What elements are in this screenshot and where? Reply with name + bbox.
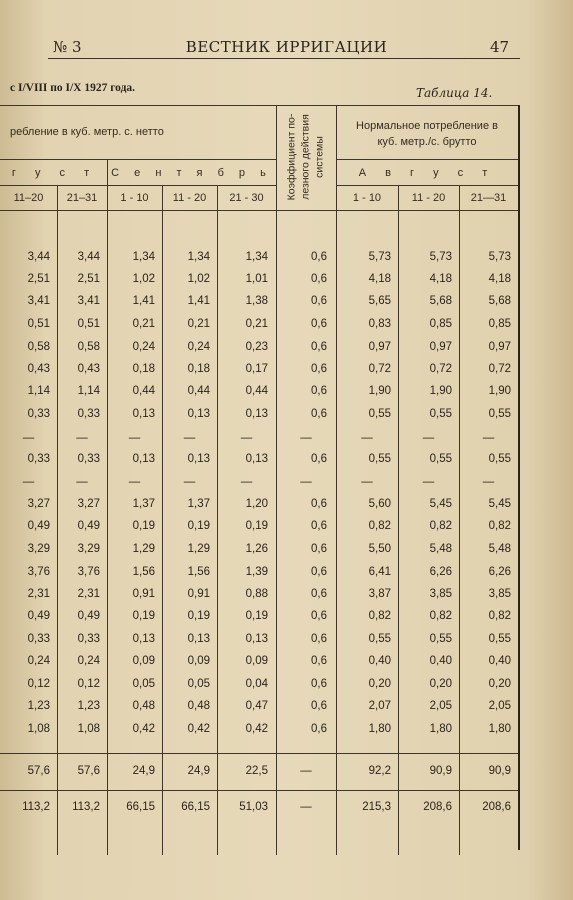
coef-line-1: Коэффициент по- [285,113,298,201]
subtotal-cell: 57,6 [77,765,100,777]
table-row-cell: 0,55 [488,453,511,465]
table-row-cell: 1,29 [132,543,155,555]
table-row-cell: 0,20 [488,678,511,690]
table-row-cell: 0,42 [245,723,268,735]
table-row-cell: — [128,476,141,488]
table-row-cell: 1,23 [77,700,100,712]
table-row-cell: 1,38 [245,295,268,307]
table-row-cell: 0,6 [311,385,327,397]
table-label: Таблица 14. [416,86,493,100]
table-row-cell: 1,41 [132,295,155,307]
table-row-cell: — [76,432,88,444]
table-row-cell: 0,82 [368,520,391,532]
table-row-cell: 0,09 [187,655,210,667]
table-row-cell: 0,48 [187,700,210,712]
table-row-cell: — [240,432,253,444]
total-cell: 215,3 [362,801,391,813]
table-row-cell: 6,41 [368,566,391,578]
table-row-cell: 0,6 [311,251,327,263]
table-row-cell: 0,72 [429,363,452,375]
table-row-cell: 3,76 [27,566,50,578]
table-row-cell: — [240,476,253,488]
table-row-cell: 2,31 [27,588,50,600]
table-row-cell: 0,24 [132,341,155,353]
table-row-cell: 0,97 [368,341,391,353]
table-row-cell: 0,24 [77,655,100,667]
table-row-cell: 0,43 [77,363,100,375]
table-row-cell: 0,6 [311,588,327,600]
total-cell: 66,15 [181,801,210,813]
total-cell: — [300,801,312,813]
sub-col-1: 11–20 [13,192,44,204]
table-row-cell: 5,50 [368,543,391,555]
table-row-cell: 0,21 [245,318,268,330]
table-row-cell: 0,58 [27,341,50,353]
table-row-cell: 0,82 [429,520,452,532]
month-august-partial: г у с т [11,167,98,179]
table-row-cell: 0,40 [429,655,452,667]
table-row-cell: 0,55 [368,633,391,645]
table-row-cell: 1,20 [245,498,268,510]
table-row-cell: — [482,476,495,488]
table-row-cell: 1,90 [429,385,452,397]
table-row-cell: 0,6 [311,341,327,353]
table-row-cell: 5,68 [429,295,452,307]
table-row-cell: 1,37 [132,498,155,510]
table-row-cell: 0,44 [132,385,155,397]
table-row-cell: 0,17 [245,363,268,375]
table-row-cell: 1,26 [245,543,268,555]
table-row-cell: 0,6 [311,678,327,690]
rule-top [0,105,520,106]
table-row-cell: 3,41 [27,295,50,307]
table-row-cell: 1,56 [187,566,210,578]
table-row-cell: 0,44 [245,385,268,397]
table-row-cell: 0,42 [187,723,210,735]
table-row-cell: 4,18 [429,273,452,285]
table-row-cell: 0,24 [27,655,50,667]
table-row-cell: 5,45 [488,498,511,510]
table-row-cell: 0,58 [77,341,100,353]
table-row-cell: 0,55 [429,408,452,420]
table-row-cell: 3,29 [77,543,100,555]
rule-month [0,159,276,160]
header-rule [48,58,520,59]
subtotal-cell: 24,9 [187,765,210,777]
table-row-cell: 0,12 [77,678,100,690]
table-row-cell: 1,14 [77,385,100,397]
table-row-cell: 0,49 [77,610,100,622]
table-row-cell: 0,13 [187,408,210,420]
table-row-cell: 0,04 [245,678,268,690]
table-row-cell: 0,88 [245,588,268,600]
table-row-cell: 6,26 [429,566,452,578]
table-row-cell: 1,02 [132,273,155,285]
table-row-cell: 5,73 [368,251,391,263]
group-gross-header-2: куб. метр./с. брутто [377,136,477,148]
table-row-cell: 5,73 [488,251,511,263]
table-row-cell: 0,82 [488,610,511,622]
table-row-cell: 1,34 [132,251,155,263]
subtotal-cell: 90,9 [488,765,511,777]
table-row-cell: 5,60 [368,498,391,510]
table-row-cell: 0,33 [27,408,50,420]
table-row-cell: 0,6 [311,566,327,578]
sub-col-4: 11 - 20 [172,192,207,204]
table-row-cell: 0,55 [429,633,452,645]
table-row-cell: 2,05 [429,700,452,712]
sub-col-8: 21—31 [470,192,507,204]
table-row-cell: 3,29 [27,543,50,555]
table-row-cell: 0,83 [368,318,391,330]
table-row-cell: 0,6 [311,408,327,420]
table-row-cell: 1,80 [488,723,511,735]
table-row-cell: 0,82 [488,520,511,532]
table-row-cell: 3,85 [429,588,452,600]
sub-col-2: 21–31 [66,192,98,204]
table-row-cell: 0,19 [187,520,210,532]
table-row-cell: — [300,476,312,488]
journal-title: ВЕСТНИК ИРРИГАЦИИ [185,38,388,56]
table-row-cell: 4,18 [368,273,391,285]
table-row-cell: — [183,476,196,488]
sub-col-3: 1 - 10 [120,192,149,204]
table-row-cell: 0,6 [311,273,327,285]
table-row-cell: 1,90 [368,385,391,397]
table-row-cell: 0,6 [311,543,327,555]
sub-col-5: 21 - 30 [229,192,264,204]
table-row-cell: 0,49 [27,520,50,532]
table-row-cell: 0,19 [132,520,155,532]
table-row-cell: 0,09 [132,655,155,667]
table-row-cell: 0,6 [311,655,327,667]
table-row-cell: 0,40 [368,655,391,667]
month-august: А в г у с т [358,167,496,179]
table-row-cell: 1,37 [187,498,210,510]
table-row-cell: 1,80 [429,723,452,735]
table-row-cell: 0,12 [27,678,50,690]
table-row-cell: — [361,432,373,444]
table-row-cell: 1,23 [27,700,50,712]
table-row-cell: 0,18 [132,363,155,375]
month-september: С е н т я б р ь [111,167,272,179]
table-row-cell: 0,21 [187,318,210,330]
table-row-cell: 0,09 [245,655,268,667]
table-row-cell: 2,51 [77,273,100,285]
table-row-cell: 0,20 [429,678,452,690]
table-row-cell: 5,68 [488,295,511,307]
table-row-cell: 3,44 [77,251,100,263]
table-row-cell: 0,82 [429,610,452,622]
subtotal-cell: 92,2 [368,765,391,777]
table-row-cell: 0,6 [311,520,327,532]
table-row-cell: 2,31 [77,588,100,600]
table-row-cell: 0,91 [187,588,210,600]
issue-number: № 3 [53,38,82,56]
table-row-cell: 0,20 [368,678,391,690]
total-cell: 113,2 [22,801,50,813]
table-row-cell: — [482,432,495,444]
table-row-cell: 1,34 [245,251,268,263]
table-row-cell: 0,19 [245,520,268,532]
table-row-cell: 0,33 [77,633,100,645]
table-row-cell: 0,13 [245,633,268,645]
table-row-cell: 0,33 [77,408,100,420]
table-row-cell: — [76,476,88,488]
table-row-cell: 0,82 [368,610,391,622]
rule-sub [0,185,276,186]
table-row-cell: 0,6 [311,498,327,510]
table-row-cell: 0,48 [132,700,155,712]
table-row-cell: 0,33 [77,453,100,465]
page-number: 47 [490,38,510,56]
sub-col-6: 1 - 10 [352,192,382,204]
table-row-cell: 0,05 [132,678,155,690]
table-row-cell: 5,65 [368,295,391,307]
table-row-cell: 0,19 [132,610,155,622]
table-row-cell: 5,48 [429,543,452,555]
period-caption: с I/VIII по I/X 1927 года. [10,82,136,94]
table-row-cell: 1,29 [187,543,210,555]
rule-head-bottom [0,210,520,211]
table-row-cell: 0,49 [27,610,50,622]
table-row-cell: 6,26 [488,566,511,578]
table-row-cell: 0,97 [429,341,452,353]
table-row-cell: 0,23 [245,341,268,353]
running-header [0,38,573,60]
table-row-cell: 0,6 [311,453,327,465]
table-row-cell: 5,45 [429,498,452,510]
table-row-cell: 1,39 [245,566,268,578]
table-row-cell: 1,08 [27,723,50,735]
table-row-cell: 1,90 [488,385,511,397]
subtotal-cell: 90,9 [429,765,452,777]
table-row-cell: 0,43 [27,363,50,375]
subtotal-cell: 22,5 [245,765,268,777]
coef-line-2: лезного действия [299,114,312,200]
sub-col-7: 11 - 20 [411,192,446,204]
table-row-cell: — [128,432,141,444]
subtotal-cell: 57,6 [27,765,50,777]
table-row-cell: 0,6 [311,723,327,735]
table-row-cell: — [422,432,435,444]
group-gross-header-1: Нормальное потребление в [356,120,498,132]
table-row-cell: 0,55 [368,408,391,420]
table-row-cell: 0,6 [311,610,327,622]
table-row-cell: 0,18 [187,363,210,375]
table-row-cell: — [183,432,196,444]
total-cell: 208,6 [423,801,452,813]
total-cell: 66,15 [126,801,155,813]
table-row-cell: 0,13 [132,453,155,465]
table-row-cell: 3,41 [77,295,100,307]
table-row-cell: 1,34 [187,251,210,263]
table-row-cell: 1,80 [368,723,391,735]
table-row-cell: 0,51 [27,318,50,330]
table-row-cell: 0,33 [27,453,50,465]
table-row-cell: 2,51 [27,273,50,285]
table-row-cell: 3,76 [77,566,100,578]
total-cell: 208,6 [482,801,511,813]
group-net-header: ребление в куб. метр. с. нетто [10,126,164,138]
table-row-cell: 0,49 [77,520,100,532]
table-row-cell: 0,85 [429,318,452,330]
table-row-cell: 0,6 [311,295,327,307]
table-row-cell: — [22,476,35,488]
rule-sub-right [336,185,518,186]
table-row-cell: 3,85 [488,588,511,600]
table-row-cell: 0,13 [245,408,268,420]
table-row-cell: 0,55 [488,408,511,420]
table-row-cell: 1,56 [132,566,155,578]
subtotal-cell: — [300,765,312,777]
table-row-cell: 1,01 [245,273,268,285]
table-row-cell: 0,6 [311,633,327,645]
rule-subtotal-top [0,753,520,754]
table-row-cell: 3,44 [27,251,50,263]
total-cell: 113,2 [72,801,100,813]
table-row-cell: — [361,476,373,488]
table-row-cell: 5,73 [429,251,452,263]
consumption-table [0,104,573,854]
table-row-cell: 0,91 [132,588,155,600]
table-row-cell: 0,47 [245,700,268,712]
table-row-cell: 0,44 [187,385,210,397]
rule-month-right [336,159,518,160]
table-row-cell: — [22,432,35,444]
table-row-cell: 0,97 [488,341,511,353]
table-row-cell: 2,07 [368,700,391,712]
table-row-cell: 0,55 [368,453,391,465]
table-row-cell: 3,27 [77,498,100,510]
coef-line-3: системы [313,136,326,178]
table-row-cell: 0,13 [187,633,210,645]
table-row-cell: 0,40 [488,655,511,667]
table-row-cell: 1,14 [27,385,50,397]
table-row-cell: 0,13 [132,633,155,645]
total-cell: 51,03 [239,801,268,813]
table-row-cell: 0,19 [187,610,210,622]
rule-total-top [0,790,520,791]
table-row-cell: 0,51 [77,318,100,330]
table-row-cell: 0,85 [488,318,511,330]
table-row-cell: 0,19 [245,610,268,622]
col-rule-right [518,105,520,850]
table-row-cell: 2,05 [488,700,511,712]
table-row-cell: 1,41 [187,295,210,307]
table-row-cell: 0,6 [311,700,327,712]
table-row-cell: 0,13 [187,453,210,465]
table-row-cell: 0,72 [368,363,391,375]
table-row-cell: 0,55 [488,633,511,645]
table-row-cell: 0,21 [132,318,155,330]
table-row-cell: 5,48 [488,543,511,555]
table-row-cell: 1,02 [187,273,210,285]
table-row-cell: 0,05 [187,678,210,690]
table-row-cell: — [422,476,435,488]
table-row-cell: — [300,432,312,444]
table-row-cell: 0,55 [429,453,452,465]
table-row-cell: 3,87 [368,588,391,600]
subtotal-cell: 24,9 [132,765,155,777]
table-row-cell: 4,18 [488,273,511,285]
table-row-cell: 1,08 [77,723,100,735]
table-row-cell: 0,6 [311,363,327,375]
table-row-cell: 0,72 [488,363,511,375]
table-row-cell: 0,6 [311,318,327,330]
table-row-cell: 0,42 [132,723,155,735]
table-row-cell: 0,13 [132,408,155,420]
table-row-cell: 0,33 [27,633,50,645]
table-row-cell: 0,13 [245,453,268,465]
table-row-cell: 0,24 [187,341,210,353]
table-row-cell: 3,27 [27,498,50,510]
coefficient-header [277,109,333,205]
